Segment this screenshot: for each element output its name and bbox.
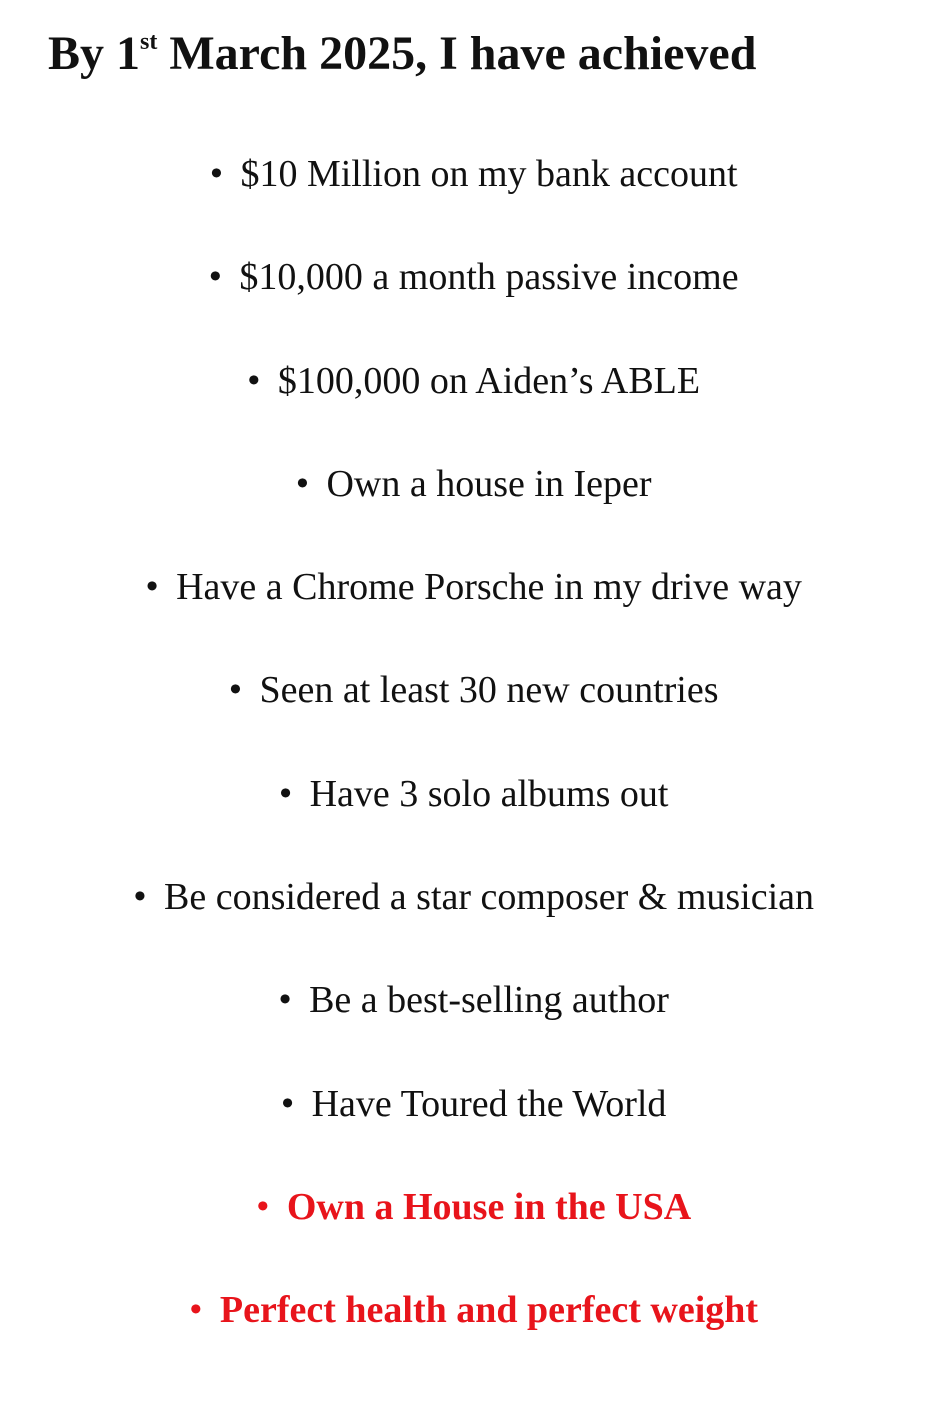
bullet-icon: • (209, 258, 222, 296)
goal-item (0, 251, 948, 354)
bullet-icon: • (279, 981, 291, 1019)
goal-item (0, 871, 948, 974)
bullet-icon: • (189, 1291, 202, 1329)
goal-item-highlighted (0, 1284, 948, 1387)
title-prefix: By 1 (48, 27, 141, 80)
goal-text: Have Toured the World (311, 1082, 667, 1125)
bullet-icon: • (210, 155, 223, 192)
goal-text: Own a House in the USA (286, 1185, 692, 1228)
goal-item (0, 664, 948, 767)
goal-item (0, 355, 948, 458)
bullet-icon: • (256, 1187, 269, 1225)
title-suffix: March 2025, I have achieved (157, 27, 757, 80)
goal-text: $10 Million on my bank account (240, 153, 738, 195)
goal-item (0, 458, 948, 561)
goal-item (0, 1078, 948, 1181)
bullet-icon: • (279, 774, 292, 812)
goal-item (0, 561, 948, 664)
goal-text: Perfect health and perfect weight (219, 1289, 759, 1332)
goal-item (0, 768, 948, 871)
goal-text: Be a best-selling author (309, 979, 669, 1022)
bullet-icon: • (146, 568, 159, 606)
goal-text: Have a Chrome Porsche in my drive way (176, 566, 802, 609)
title-ordinal-superscript: st (140, 29, 158, 55)
bullet-icon: • (229, 671, 242, 709)
goal-text: $100,000 on Aiden’s ABLE (277, 359, 701, 402)
goal-text: Seen at least 30 new countries (259, 669, 719, 712)
goal-text: Be considered a star composer & musician (163, 876, 815, 919)
goal-item-highlighted (0, 1181, 948, 1284)
bullet-icon: • (296, 464, 309, 502)
page-title (48, 27, 757, 80)
goal-text: $10,000 a month passive income (239, 256, 739, 299)
goal-text: Own a house in Ieper (326, 462, 652, 505)
bullet-icon: • (281, 1084, 294, 1122)
bullet-icon: • (133, 878, 146, 916)
bullet-icon: • (247, 361, 260, 399)
goal-text: Have 3 solo albums out (309, 772, 669, 815)
goals-list (0, 148, 948, 1388)
goal-item (0, 148, 948, 251)
goal-item (0, 974, 948, 1077)
